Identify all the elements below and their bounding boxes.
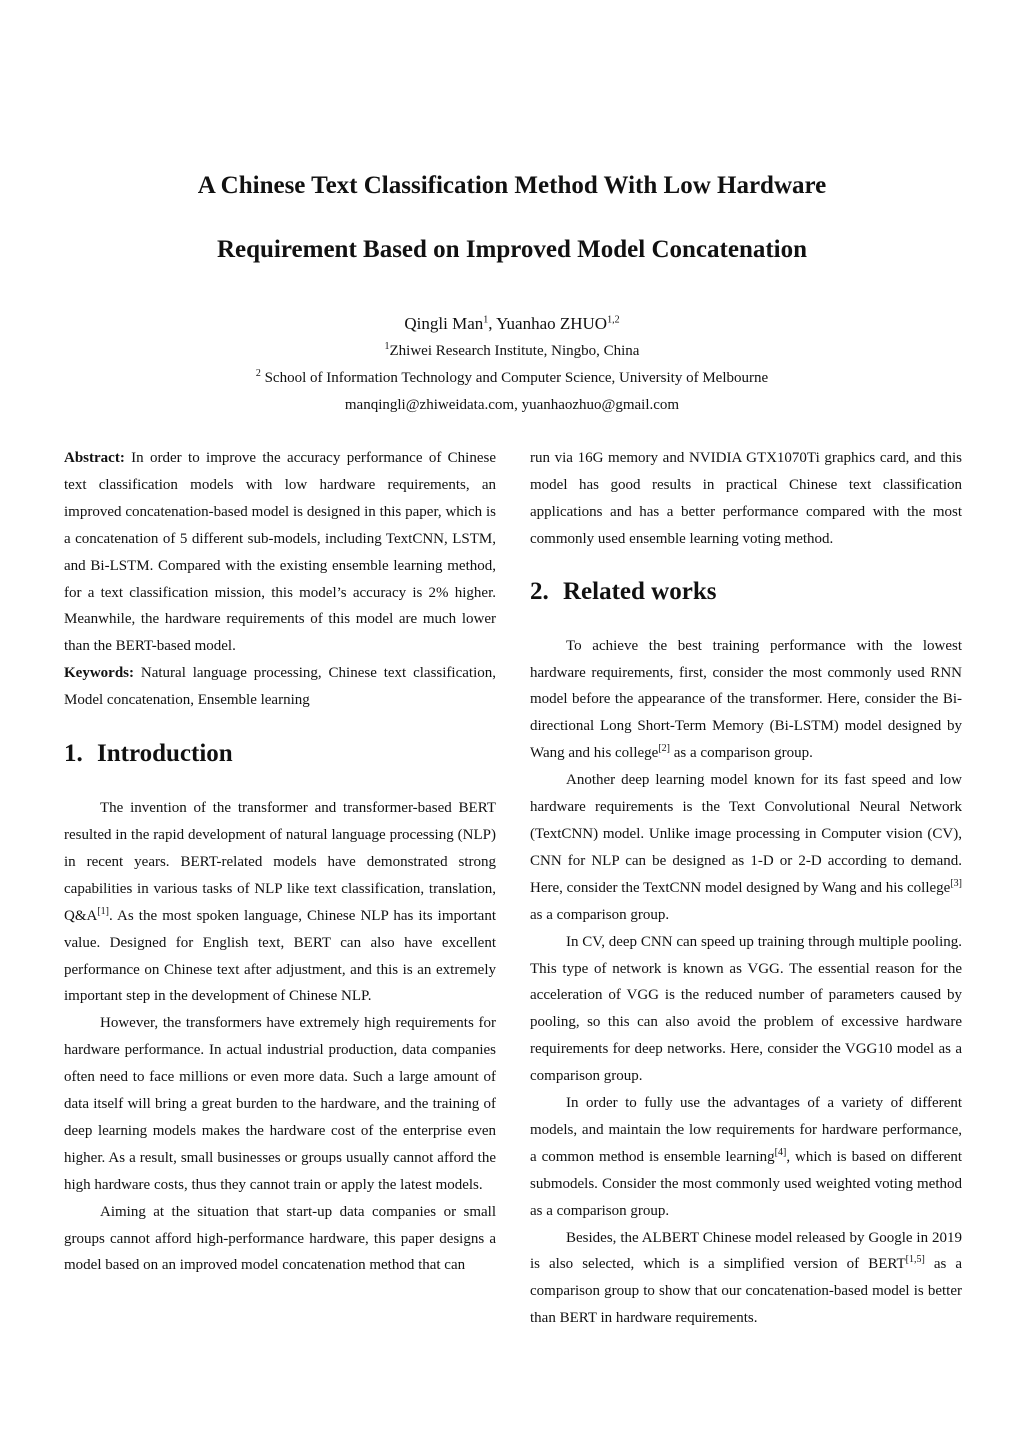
section-heading-introduction — [64, 739, 496, 769]
keywords — [64, 660, 496, 714]
author-affiliation-mark: 1,2 — [607, 314, 620, 326]
section-number: 2. — [530, 577, 549, 605]
paragraph-text: as a comparison group. — [670, 745, 813, 762]
paragraph-text: . As the most spoken language, Chinese NLP has its important value. Designed for English text, BERT can also have excellent performance on Chinese text after adjustment, and this is an extremely important step in the development of Chinese NLP. — [64, 907, 496, 1005]
paragraph-text: Besides, the ALBERT Chinese model released by Google in 2019 is also selected, which is a simplified version of BERT — [530, 1229, 962, 1273]
affiliation-mark: 1 — [384, 341, 390, 352]
left-column — [64, 445, 496, 1279]
affiliation-2 — [64, 365, 960, 392]
paragraph-text: Another deep learning model known for its fast speed and low hardware requirements is the Text Convolutional Neural Network (TextCNN) model. Unlike image processing in Computer vision (CV), CNN for NLP can be designed as 1-D or 2-D according to demand. Here, consider the TextCNN model designed by Wang and his college — [530, 772, 962, 896]
paragraph — [530, 633, 962, 768]
section-number: 1. — [64, 740, 83, 768]
abstract-label: Abstract: — [64, 450, 125, 466]
paragraph-continued: run via 16G memory and NVIDIA GTX1070Ti graphics card, and this model has good results in practical Chinese text classification applications and has a better performance compared with the most commonly used ensemble learning voting method. — [530, 450, 962, 547]
paragraph-text: , which is based on different submodels. Consider the most commonly used weighted voting method as a comparison group. — [530, 1148, 962, 1219]
author-affiliation-mark: 1 — [483, 314, 489, 326]
paragraph-text: as a comparison group. — [530, 906, 670, 923]
paragraph — [64, 795, 496, 1010]
abstract — [64, 445, 496, 660]
author-name: Yuanhao ZHUO — [496, 314, 608, 333]
keywords-text: Natural language processing, Chinese text classification, Model concatenation, Ensemble learning — [64, 665, 496, 709]
citation-ref: [1,5] — [905, 1254, 925, 1266]
paragraph-text: In order to fully use the advantages of a variety of different models, and maintain the low requirements for hardware performance, a common method is ensemble learning — [530, 1095, 962, 1165]
paragraph-text: To achieve the best training performance with the lowest hardware requirements, first, consider the most commonly used RNN model before the appearance of the transformer. Here, consider the Bi-directional Long Short-Term Memory (Bi-LSTM) model designed by Wang and his college — [530, 637, 962, 762]
paragraph — [530, 1090, 962, 1225]
section-heading-related-works — [530, 577, 962, 607]
citation-ref: [2] — [658, 743, 671, 755]
section-title: Related works — [563, 577, 717, 605]
abstract-text: In order to improve the accuracy performance of Chinese text classification models with low hardware requirements, an improved concatenation-based model is designed in this paper, which is a concatenation of 5 different sub-models, including TextCNN, LSTM, and Bi-LSTM. Compared with the existing ensemble learning method, for a text classification mission, this model’s accuracy is 2% higher. Meanwhile, the hardware requirements of this model are much lower than the BERT-based model. — [64, 450, 496, 655]
paragraph-text: as a comparison group to show that our concatenation-based model is better than BERT in hardware requirements. — [530, 1256, 962, 1327]
right-column — [530, 445, 962, 1332]
keywords-label: Keywords: — [64, 665, 134, 682]
author-separator: , — [488, 314, 497, 333]
citation-ref: [4] — [774, 1146, 787, 1158]
affiliation-1 — [64, 338, 960, 365]
author-emails: manqingli@zhiweidata.com, yuanhaozhuo@gmail.com — [344, 397, 680, 413]
paragraph — [530, 767, 962, 928]
paragraph: However, the transformers have extremely high requirements for hardware performance. In actual industrial production, data companies often need to face millions or even more data. Such a large amount of data itself will bring a great burden to the hardware, and the training of deep learning models makes the hardware cost of the enterprise even higher. As a result, small businesses or groups usually cannot afford the high hardware costs, thus they cannot train or apply the latest models. — [64, 1015, 496, 1193]
citation-ref: [3] — [950, 877, 962, 889]
author-block — [64, 310, 960, 419]
paragraph: Aiming at the situation that start-up data companies or small groups cannot afford high-performance hardware, this paper designs a model based on an improved model concatenation method that can — [64, 1203, 496, 1274]
citation-ref: [1] — [97, 905, 110, 917]
affiliation-text: School of Information Technology and Computer Science, University of Melbourne — [260, 370, 769, 386]
paragraph-text: The invention of the transformer and transformer-based BERT resulted in the rapid development of natural language processing (NLP) in recent years. BERT-related models have demonstrated strong capabilities in various tasks of NLP like text classification, translation, Q&A — [64, 800, 496, 924]
paragraph — [530, 1225, 962, 1333]
author-name: Qingli Man — [404, 314, 484, 333]
title-line-2: Requirement Based on Improved Model Concatenation — [216, 236, 808, 263]
author-list — [64, 310, 960, 338]
paragraph: In CV, deep CNN can speed up training through multiple pooling. This type of network is known as VGG. The essential reason for the acceleration of VGG is the reduced number of parameters caused by pooling, so this can also avoid the problem of excessive hardware requirements for deep networks. Here, consider the VGG10 model as a comparison group. — [530, 933, 962, 1085]
section-title: Introduction — [97, 740, 233, 768]
title-line-1: A Chinese Text Classification Method With Low Hardware — [197, 172, 827, 199]
paper-title — [64, 154, 960, 282]
affiliation-mark: 2 — [255, 368, 261, 379]
affiliation-text: Zhiwei Research Institute, Ningbo, China — [389, 343, 640, 359]
